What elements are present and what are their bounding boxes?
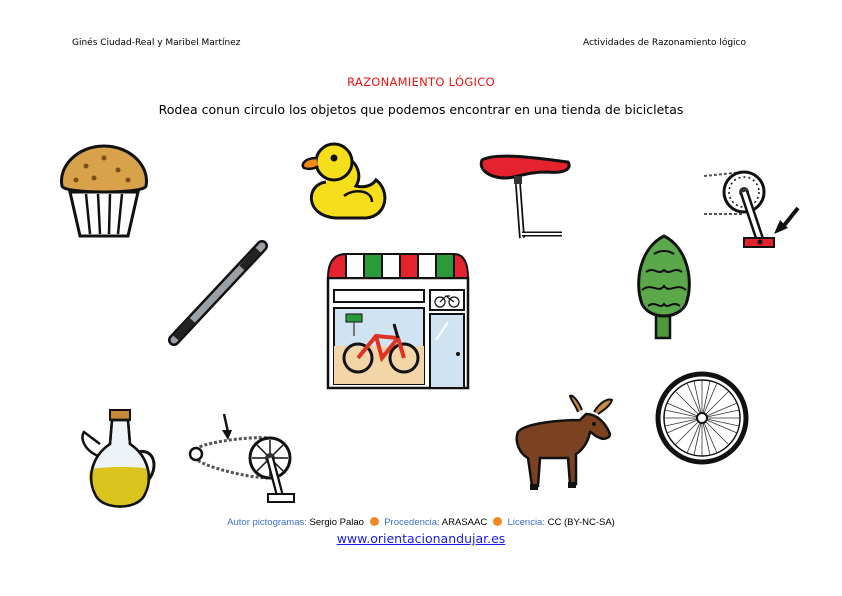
- artichoke-icon[interactable]: [632, 232, 696, 342]
- olive-oil-jug-icon[interactable]: [78, 408, 160, 512]
- credits-line: [0, 517, 842, 528]
- bike-pedal-crank-icon[interactable]: [700, 162, 804, 258]
- credit-author: Sergio Palao: [309, 517, 364, 528]
- credit-source-label: Procedencia:: [384, 517, 440, 528]
- moose-icon[interactable]: [506, 392, 618, 496]
- bike-wheel-icon[interactable]: [654, 370, 750, 466]
- header-activity: Actividades de Razonamiento lógico: [582, 38, 746, 48]
- separator-dot-icon: [370, 517, 379, 526]
- page-title: RAZONAMIENTO LÓGICO: [347, 75, 495, 89]
- credit-license-label: Licencia:: [507, 517, 545, 528]
- separator-dot-icon: [493, 517, 502, 526]
- header-authors: Ginés Ciudad-Real y Maribel Martínez: [72, 38, 241, 48]
- bike-pump-icon[interactable]: [162, 236, 272, 352]
- rubber-duck-icon[interactable]: [296, 136, 392, 222]
- muffin-icon[interactable]: [56, 140, 152, 240]
- bike-chain-icon[interactable]: [184, 410, 300, 510]
- instruction-text: Rodea conun circulo los objetos que podemos encontrar en una tienda de bicicletas: [158, 102, 684, 117]
- website-link[interactable]: www.orientacionandujar.es: [336, 531, 506, 546]
- credit-source: ARASAAC: [441, 517, 488, 528]
- credit-author-label: Autor pictogramas:: [227, 517, 307, 528]
- credit-license: CC (BY-NC-SA): [547, 517, 615, 528]
- bike-saddle-icon[interactable]: [476, 150, 576, 246]
- bike-shop-icon[interactable]: [324, 250, 472, 392]
